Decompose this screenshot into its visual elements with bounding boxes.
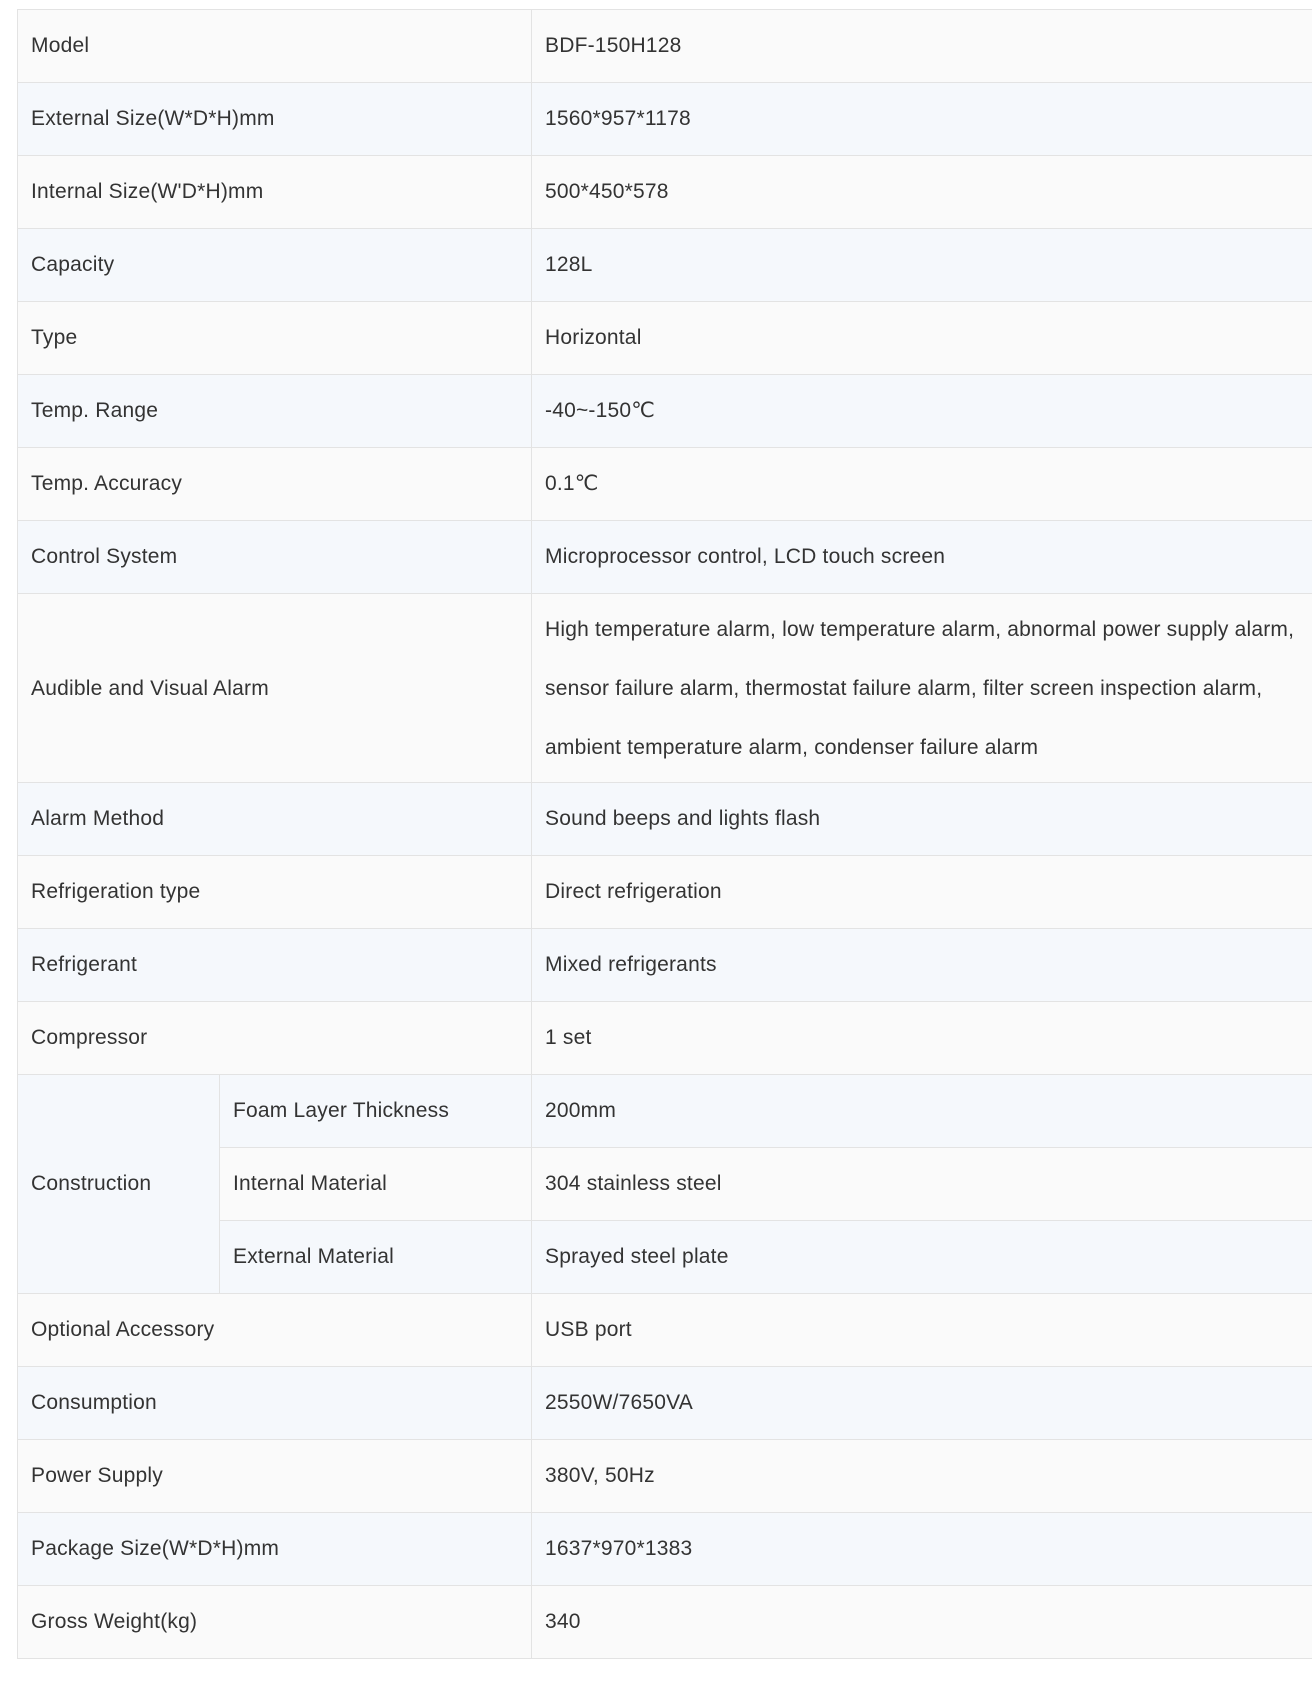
spec-row-capacity xyxy=(18,229,1312,302)
spec-value: Microprocessor control, LCD touch screen xyxy=(532,521,1312,594)
spec-value: High temperature alarm, low temperature alarm, abnormal power supply alarm, sensor failure alarm, thermostat failure alarm, filter screen inspection alarm, ambient temperature alarm, condenser failure alarm xyxy=(532,594,1312,783)
spec-row-external-size xyxy=(18,83,1312,156)
spec-label: External Size(W*D*H)mm xyxy=(18,83,532,156)
spec-value: 2550W/7650VA xyxy=(532,1367,1312,1440)
spec-label: Model xyxy=(18,10,532,83)
spec-label: Temp. Range xyxy=(18,375,532,448)
spec-label: Power Supply xyxy=(18,1440,532,1513)
spec-row-type xyxy=(18,302,1312,375)
spec-label: Refrigeration type xyxy=(18,856,532,929)
spec-value: Mixed refrigerants xyxy=(532,929,1312,1002)
spec-value: Sprayed steel plate xyxy=(532,1221,1312,1294)
spec-row-foam-layer-thickness xyxy=(18,1075,1312,1148)
spec-value: USB port xyxy=(532,1294,1312,1367)
spec-row-consumption xyxy=(18,1367,1312,1440)
spec-label: Temp. Accuracy xyxy=(18,448,532,521)
spec-value: 0.1℃ xyxy=(532,448,1312,521)
spec-value: 340 xyxy=(532,1586,1312,1659)
spec-sublabel: Internal Material xyxy=(220,1148,532,1221)
spec-sublabel: External Material xyxy=(220,1221,532,1294)
spec-label: Refrigerant xyxy=(18,929,532,1002)
spec-row-control-system xyxy=(18,521,1312,594)
spec-row-package-size xyxy=(18,1513,1312,1586)
spec-row-gross-weight xyxy=(18,1586,1312,1659)
spec-value: 200mm xyxy=(532,1075,1312,1148)
spec-row-temp-accuracy xyxy=(18,448,1312,521)
spec-row-temp-range xyxy=(18,375,1312,448)
spec-row-internal-size xyxy=(18,156,1312,229)
spec-row-power-supply xyxy=(18,1440,1312,1513)
spec-value: 500*450*578 xyxy=(532,156,1312,229)
spec-row-optional-accessory xyxy=(18,1294,1312,1367)
spec-value: 380V, 50Hz xyxy=(532,1440,1312,1513)
spec-sublabel: Foam Layer Thickness xyxy=(220,1075,532,1148)
spec-value: BDF-150H128 xyxy=(532,10,1312,83)
spec-row-audible-visual-alarm xyxy=(18,594,1312,783)
spec-label: Control System xyxy=(18,521,532,594)
spec-value: 1 set xyxy=(532,1002,1312,1075)
spec-label: Capacity xyxy=(18,229,532,302)
spec-table xyxy=(17,9,1312,1659)
spec-label: Consumption xyxy=(18,1367,532,1440)
spec-value: -40~-150℃ xyxy=(532,375,1312,448)
spec-label: Gross Weight(kg) xyxy=(18,1586,532,1659)
construction-label: Construction xyxy=(18,1075,220,1294)
spec-row-refrigeration-type xyxy=(18,856,1312,929)
spec-row-refrigerant xyxy=(18,929,1312,1002)
spec-value: 1560*957*1178 xyxy=(532,83,1312,156)
spec-label: Type xyxy=(18,302,532,375)
spec-label: Audible and Visual Alarm xyxy=(18,594,532,783)
spec-row-model xyxy=(18,10,1312,83)
spec-label: Compressor xyxy=(18,1002,532,1075)
spec-label: Package Size(W*D*H)mm xyxy=(18,1513,532,1586)
spec-label: Optional Accessory xyxy=(18,1294,532,1367)
spec-value: Direct refrigeration xyxy=(532,856,1312,929)
spec-value: Sound beeps and lights flash xyxy=(532,783,1312,856)
spec-value: 1637*970*1383 xyxy=(532,1513,1312,1586)
spec-label: Internal Size(W'D*H)mm xyxy=(18,156,532,229)
spec-value: Horizontal xyxy=(532,302,1312,375)
spec-label: Alarm Method xyxy=(18,783,532,856)
spec-value: 128L xyxy=(532,229,1312,302)
spec-row-compressor xyxy=(18,1002,1312,1075)
spec-table-body xyxy=(18,10,1312,1659)
spec-row-alarm-method xyxy=(18,783,1312,856)
spec-value: 304 stainless steel xyxy=(532,1148,1312,1221)
